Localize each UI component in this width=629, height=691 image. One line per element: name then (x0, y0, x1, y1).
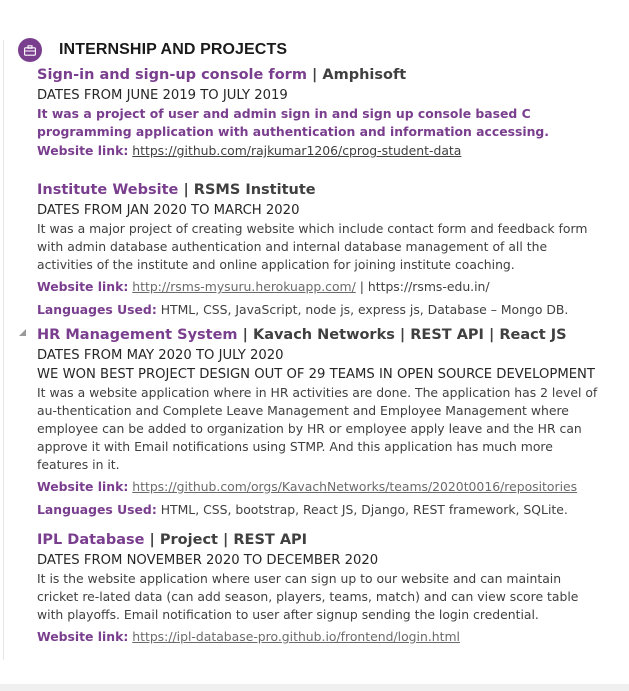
bottom-strip (0, 684, 629, 691)
title-separator: | (183, 182, 189, 198)
project-entry (37, 181, 603, 321)
website-link[interactable]: http://rsms-mysuru.herokuapp.com/ (132, 279, 356, 294)
project-title (37, 531, 603, 549)
website-link-label: Website link (37, 143, 124, 158)
collapse-triangle-icon[interactable] (19, 329, 26, 336)
briefcase-icon (24, 45, 36, 56)
title-separator: | (149, 532, 155, 548)
project-description: It is the website application where user can sign up to our website and can maintain cricket re-lated data (can add season, players, teams, match) and can view score table with playoffs. Email notification to user after signup sending the login credential. (37, 571, 579, 622)
website-link[interactable]: https://github.com/rajkumar1206/cprog-student-data (132, 143, 462, 158)
project-org: Kavach Networks | REST API | React JS (252, 327, 567, 343)
project-org: Amphisoft (322, 67, 407, 83)
languages-value: HTML, CSS, JavaScript, node js, express js, Database – Mongo DB. (160, 302, 569, 317)
website-link[interactable]: https://ipl-database-pro.github.io/frontend/login.html (132, 629, 461, 644)
project-award: WE WON BEST PROJECT DESIGN OUT OF 29 TEAMS IN OPEN SOURCE DEVELOPMENT (37, 367, 595, 382)
project-name: Sign-in and sign-up console form (37, 67, 307, 83)
website-link-row: Website link: https://ipl-database-pro.github.io/frontend/login.html (37, 629, 461, 644)
title-separator: | (242, 327, 248, 343)
project-description: It was a major project of creating website which include contact form and feedback form with admin database authentication and internal database management of all the activities of the institute and online application for joining institute coaching. (37, 221, 588, 272)
left-margin-rule (3, 40, 4, 660)
website-link-row: Website link: http://rsms-mysuru.herokuapp.com/ | https://rsms-edu.in/ (37, 279, 490, 294)
website-link-label: Website link (37, 479, 124, 494)
languages-label: Languages Used (37, 302, 152, 317)
project-name: IPL Database (37, 532, 145, 548)
languages-label: Languages Used (37, 502, 152, 517)
project-name: HR Management System (37, 327, 238, 343)
website-link-label: Website link (37, 279, 124, 294)
project-entry (37, 66, 603, 160)
link-separator: | (359, 279, 364, 294)
project-entry (37, 531, 603, 648)
project-title (37, 66, 603, 84)
project-org: Project | REST API (159, 532, 308, 548)
website-link-label: Website link (37, 629, 124, 644)
languages-value: HTML, CSS, bootstrap, React JS, Django, REST framework, SQLite. (160, 502, 568, 517)
website-link-row: Website link: https://github.com/orgs/KavachNetworks/teams/2020t0016/repositories (37, 479, 578, 494)
project-dates: DATES FROM MAY 2020 TO JULY 2020 (37, 348, 284, 363)
languages-row: Languages Used: HTML, CSS, JavaScript, node js, express js, Database – Mongo DB. (37, 302, 569, 317)
project-entry (37, 326, 603, 521)
project-description: It was a project of user and admin sign in and sign up console based C programming application with authentication and information accessing. (37, 106, 550, 139)
languages-row: Languages Used: HTML, CSS, bootstrap, React JS, Django, REST framework, SQLite. (37, 502, 568, 517)
project-description: It was a website application where in HR activities are done. The application has 2 level of au-thentication and Complete Leave Management and Employee Management where employee can be added to organization by HR or employee apply leave and the HR can approve it with Email notifications using STMP. And this application has much more features in it. (37, 385, 598, 472)
website-link[interactable]: https://github.com/orgs/KavachNetworks/teams/2020t0016/repositories (132, 479, 578, 494)
project-dates: DATES FROM NOVEMBER 2020 TO DECEMBER 2020 (37, 553, 379, 568)
section-title: INTERNSHIP AND PROJECTS (59, 41, 288, 58)
section-icon-badge (18, 38, 42, 62)
project-name: Institute Website (37, 182, 179, 198)
title-separator: | (312, 67, 318, 83)
website-link-secondary[interactable]: https://rsms-edu.in/ (367, 279, 490, 294)
project-title (37, 181, 603, 199)
website-link-row: Website link: https://github.com/rajkumar1206/cprog-student-data (37, 143, 462, 158)
project-org: RSMS Institute (193, 182, 316, 198)
project-title (37, 326, 603, 344)
project-dates: DATES FROM JAN 2020 TO MARCH 2020 (37, 203, 300, 218)
project-dates: DATES FROM JUNE 2019 TO JULY 2019 (37, 88, 288, 103)
